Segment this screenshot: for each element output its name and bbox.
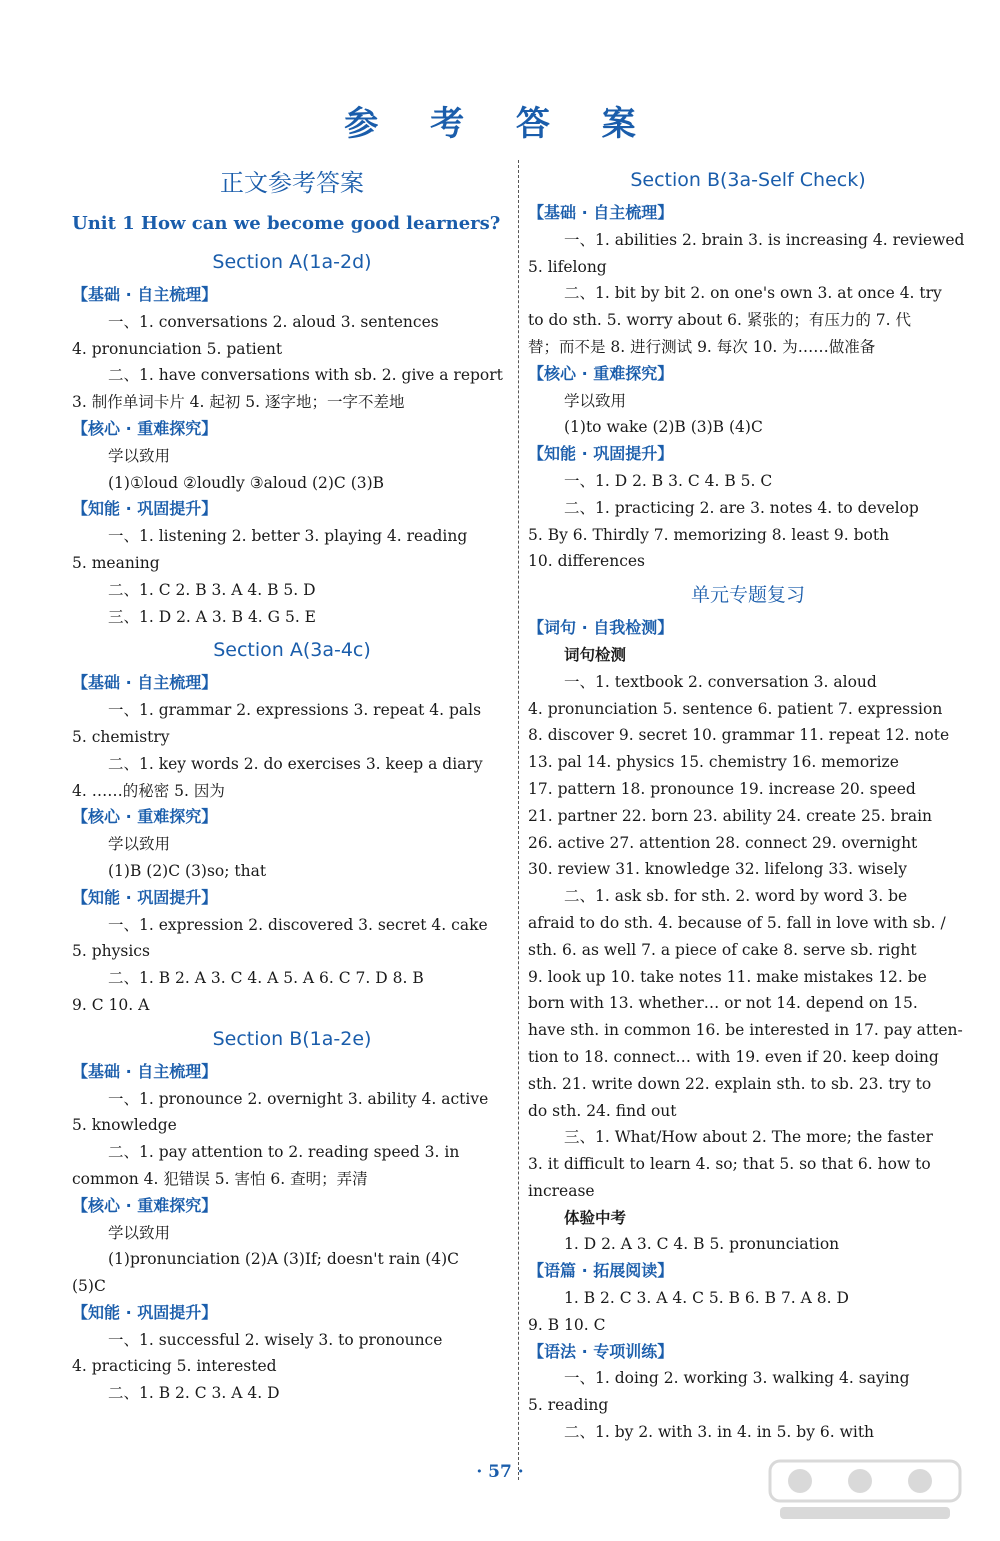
answer-line: (1)pronunciation (2)A (3)If; doesn't rain (4)C (108, 1250, 460, 1269)
answer-line: 3. it difficult to learn 4. so; that 5. so that 6. how to (528, 1155, 931, 1174)
answer-line: sth. 6. as well 7. a piece of cake 8. serve sb. right (528, 940, 917, 959)
answer-line: 二、1. key words 2. do exercises 3. keep a diary (108, 754, 483, 773)
answer-line: 替；而不是 8. 进行测试 9. 每次 10. 为……做准备 (528, 337, 876, 356)
right-column (528, 160, 968, 1446)
answer-line: born with 13. whether… or not 14. depend on 15. (528, 994, 918, 1013)
answer-line: 二、1. pay attention to 2. reading speed 3. in (108, 1143, 460, 1162)
answer-line: (5)C (72, 1277, 106, 1296)
answer-line: sth. 21. write down 22. explain sth. to sb. 23. try to (528, 1074, 932, 1093)
section-title: Section A(1a-2d) (212, 251, 372, 273)
answer-line: 9. B 10. C (528, 1315, 606, 1334)
answer-line: have sth. in common 16. be interested in 17. pay atten- (528, 1021, 963, 1040)
left-column (72, 160, 512, 1407)
answer-line: 学以致用 (564, 391, 627, 410)
answer-line: 5. By 6. Thirdly 7. memorizing 8. least 9. both (528, 525, 890, 544)
answer-line: 二、1. C 2. B 3. A 4. B 5. D (108, 580, 316, 599)
answer-line: 5. knowledge (72, 1116, 177, 1135)
answer-line: 体验中考 (564, 1207, 627, 1227)
answer-line: 17. pattern 18. pronounce 19. increase 20. speed (528, 779, 916, 798)
answer-line: 5. meaning (72, 553, 160, 572)
answer-line: (1)①loud ②loudly ③aloud (2)C (3)B (108, 473, 385, 492)
answer-line: 4. pronunciation 5. sentence 6. patient 7. expression (528, 699, 943, 718)
answer-line: 二、1. bit by bit 2. on one's own 3. at once 4. try (564, 284, 942, 303)
answer-line: 9. look up 10. take notes 11. make mistakes 12. be (528, 967, 927, 986)
answer-line: tion to 18. connect… with 19. even if 20. keep doing (528, 1047, 939, 1066)
block-header: 【基础 · 自主梳理】 (72, 1061, 218, 1081)
section-title: Section B(3a-Self Check) (630, 169, 866, 191)
answer-line: 二、1. have conversations with sb. 2. give a report (108, 366, 503, 385)
answer-line: 5. lifelong (528, 257, 607, 276)
block-header: 【基础 · 自主梳理】 (72, 673, 218, 693)
answer-line: 一、1. conversations 2. aloud 3. sentences (108, 312, 439, 331)
section-title: Section B(1a-2e) (212, 1027, 372, 1050)
answer-line: 一、1. listening 2. better 3. playing 4. reading (108, 527, 468, 546)
answer-line: 学以致用 (108, 1223, 171, 1242)
answer-line: 一、1. doing 2. working 3. walking 4. saying (564, 1369, 910, 1388)
answer-line: 30. review 31. knowledge 32. lifelong 33. wisely (528, 860, 908, 879)
block-header: 【核心 · 重难探究】 (72, 418, 218, 438)
answer-line: 13. pal 14. physics 15. chemistry 16. memorize (528, 753, 899, 772)
answer-line: 26. active 27. attention 28. connect 29. overnight (528, 833, 918, 852)
answer-line: 4. practicing 5. interested (72, 1357, 277, 1376)
answer-line: 8. discover 9. secret 10. grammar 11. repeat 12. note (528, 726, 950, 745)
answer-line: 5. chemistry (72, 727, 170, 746)
answer-line: 3. 制作单词卡片 4. 起初 5. 逐字地；一字不差地 (72, 393, 405, 412)
watermark-icon (760, 1455, 970, 1525)
answer-line: increase (528, 1181, 595, 1200)
block-header: 【核心 · 重难探究】 (72, 1195, 218, 1215)
answer-line: 5. reading (528, 1396, 609, 1415)
answer-line: (1)to wake (2)B (3)B (4)C (564, 418, 763, 437)
column-divider (518, 160, 519, 1480)
answer-line: 学以致用 (108, 446, 171, 465)
answer-line: 学以致用 (108, 835, 171, 854)
page-number: · 57 · (476, 1462, 524, 1482)
answer-line: 4. ……的秘密 5. 因为 (72, 781, 225, 800)
block-header: 【知能 · 巩固提升】 (72, 499, 218, 519)
answer-line: 5. physics (72, 942, 150, 961)
answer-line: 一、1. textbook 2. conversation 3. aloud (564, 672, 877, 691)
answer-line: 二、1. practicing 2. are 3. notes 4. to develop (564, 498, 919, 517)
answer-line: 一、1. grammar 2. expressions 3. repeat 4. pals (108, 701, 482, 720)
block-header: 【语法 · 专项训练】 (528, 1341, 674, 1361)
section-title: 单元专题复习 (690, 584, 805, 607)
answer-line: 9. C 10. A (72, 995, 150, 1014)
answer-line: 1. B 2. C 3. A 4. C 5. B 6. B 7. A 8. D (564, 1289, 849, 1308)
page-title: 参 考 答 案 (344, 104, 656, 144)
answer-line: common 4. 犯错误 5. 害怕 6. 查明；弄清 (72, 1169, 368, 1188)
section-heading: 正文参考答案 (220, 169, 364, 197)
answer-line: 二、1. ask sb. for sth. 2. word by word 3. be (564, 887, 908, 906)
watermark-logo (760, 1455, 970, 1525)
answer-line: 一、1. abilities 2. brain 3. is increasing 4. reviewed (564, 230, 965, 249)
section-title: Section A(3a-4c) (213, 639, 371, 662)
answer-line: 1. D 2. A 3. C 4. B 5. pronunciation (564, 1235, 840, 1254)
unit-title: Unit 1 How can we become good learners? (72, 213, 501, 234)
block-header: 【词句 · 自我检测】 (528, 618, 674, 638)
answer-line: do sth. 24. find out (528, 1101, 677, 1120)
block-header: 【基础 · 自主梳理】 (528, 203, 674, 222)
answer-line: 二、1. by 2. with 3. in 4. in 5. by 6. with (564, 1423, 875, 1442)
block-header: 【知能 · 巩固提升】 (72, 1302, 218, 1322)
answer-line: 一、1. D 2. B 3. C 4. B 5. C (564, 471, 773, 490)
answer-line: 一、1. expression 2. discovered 3. secret 4. cake (108, 915, 488, 934)
answer-line: 二、1. B 2. A 3. C 4. A 5. A 6. C 7. D 8. B (108, 969, 424, 988)
block-header: 【核心 · 重难探究】 (528, 363, 674, 383)
answer-line: 词句检测 (564, 644, 627, 664)
block-header: 【基础 · 自主梳理】 (72, 285, 218, 304)
block-header: 【知能 · 巩固提升】 (72, 887, 218, 907)
answer-line: 三、1. What/How about 2. The more; the faster (564, 1128, 933, 1147)
block-header: 【知能 · 巩固提升】 (528, 444, 674, 464)
answer-line: afraid to do sth. 4. because of 5. fall in love with sb. / (528, 913, 946, 932)
answer-line: to do sth. 5. worry about 6. 紧张的；有压力的 7. 代 (528, 311, 911, 330)
answer-line: 二、1. B 2. C 3. A 4. D (108, 1384, 280, 1403)
answer-line: 21. partner 22. born 23. ability 24. create 25. brain (528, 806, 933, 825)
answer-line: 一、1. successful 2. wisely 3. to pronounce (108, 1330, 443, 1349)
block-header: 【语篇 · 拓展阅读】 (528, 1261, 674, 1281)
answer-line: 4. pronunciation 5. patient (72, 339, 283, 358)
answer-line: 三、1. D 2. A 3. B 4. G 5. E (108, 607, 316, 626)
answer-line: 10. differences (528, 552, 646, 571)
answer-line: (1)B (2)C (3)so; that (108, 861, 267, 880)
block-header: 【核心 · 重难探究】 (72, 807, 218, 827)
answer-line: 一、1. pronounce 2. overnight 3. ability 4. active (108, 1089, 489, 1108)
